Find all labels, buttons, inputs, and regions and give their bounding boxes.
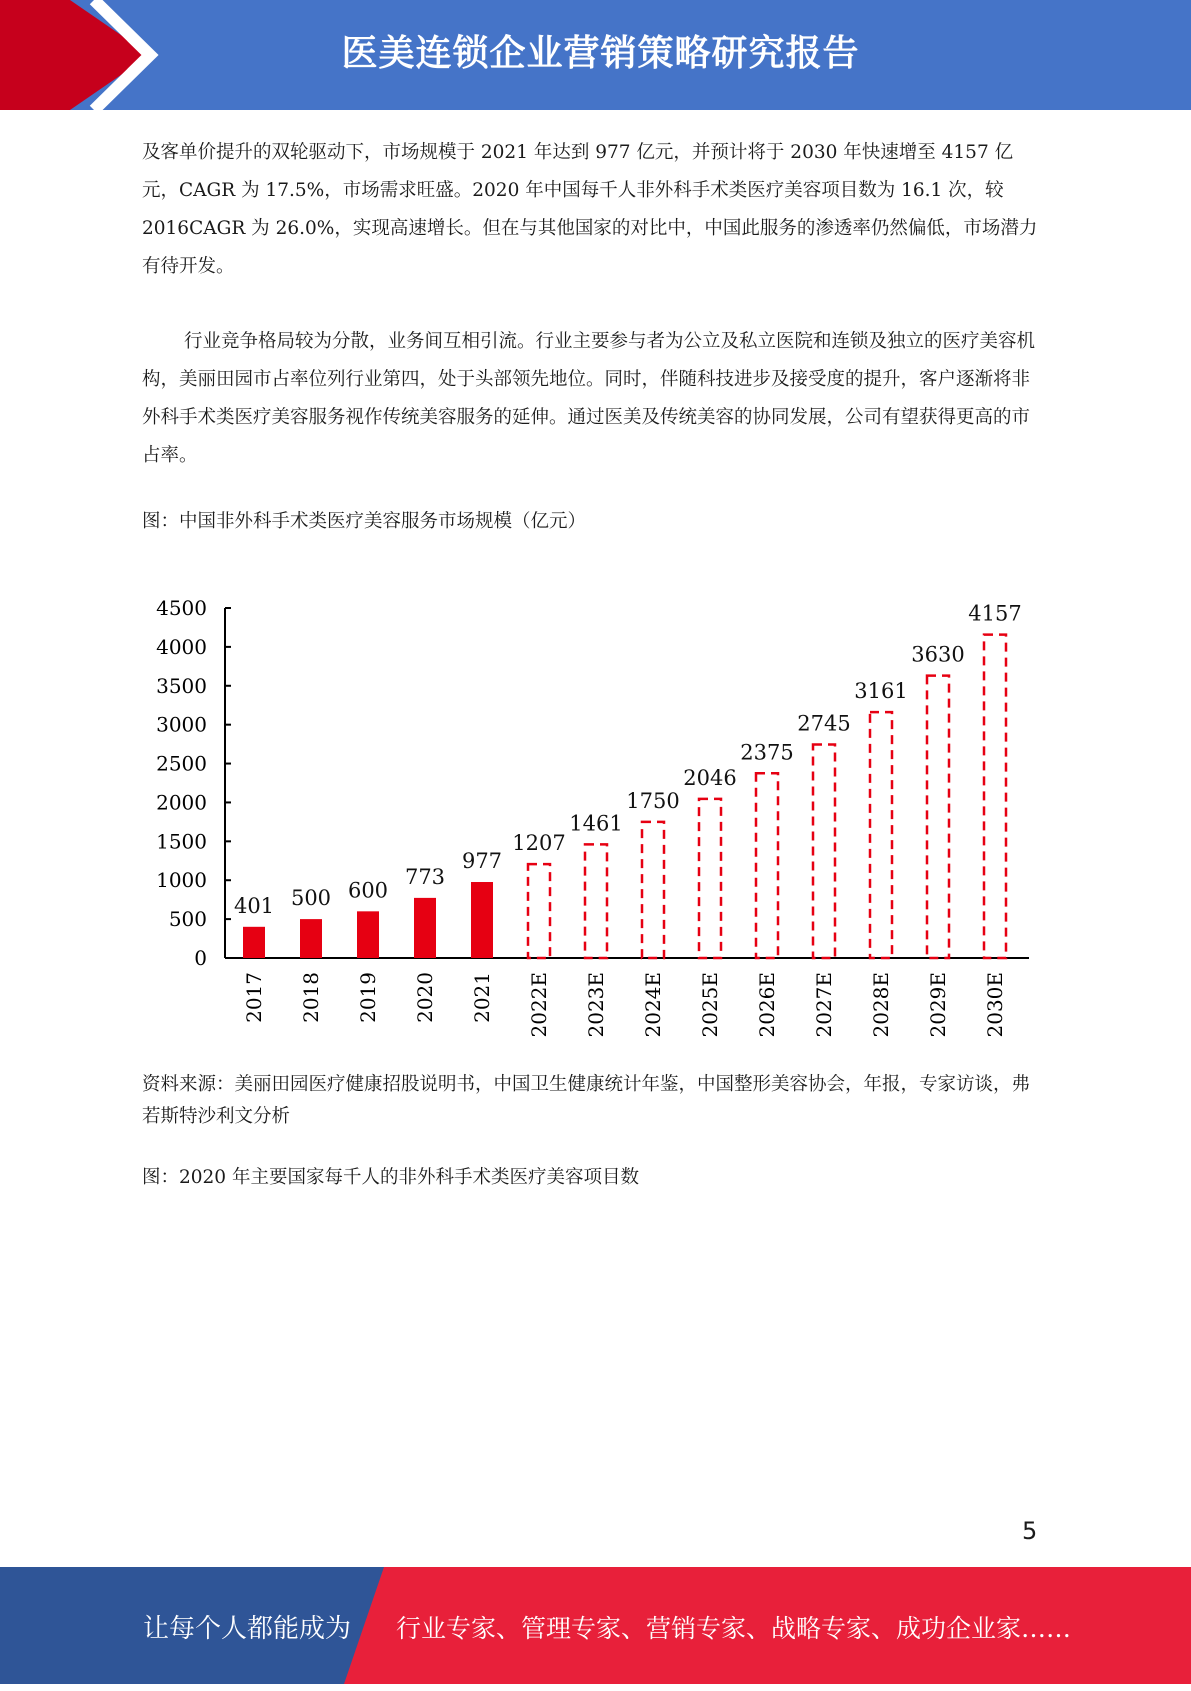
data-label: 2375 (740, 740, 794, 765)
page-title: 医美连锁企业营销策略研究报告 (341, 33, 860, 74)
header-banner (0, 0, 1191, 110)
data-label: 600 (347, 878, 389, 903)
y-tick-label: 3000 (156, 712, 207, 737)
data-label: 500 (290, 886, 332, 911)
data-label: 1207 (512, 831, 566, 856)
x-tick-label: 2025E (698, 972, 722, 1038)
market-size-bar-chart (142, 580, 1042, 1050)
figure-2-caption: 图：2020 年主要国家每千人的非外科手术类医疗美容项目数 (142, 1167, 639, 1188)
y-tick-label: 4000 (156, 634, 207, 659)
x-tick-label: 2030E (983, 972, 1007, 1038)
data-source-note: 资料来源：美丽田园医疗健康招股说明书，中国卫生健康统计年鉴，中国整形美容协会，年报，专家访谈，弗若斯特沙利文分析 (142, 1074, 1031, 1127)
data-label: 401 (233, 893, 275, 918)
x-tick-label: 2023E (584, 972, 608, 1038)
data-label: 2046 (683, 765, 737, 790)
actual-bar (414, 898, 436, 958)
actual-bar (471, 882, 493, 958)
x-tick-label: 2024E (641, 972, 665, 1038)
x-tick-label: 2029E (926, 972, 950, 1038)
data-label: 3161 (854, 679, 908, 704)
forecast-bar (927, 676, 949, 958)
data-label: 4157 (968, 601, 1022, 626)
forecast-bar (984, 635, 1006, 958)
forecast-bar (642, 822, 664, 958)
data-label: 773 (404, 864, 446, 889)
y-tick-label: 1500 (156, 829, 207, 854)
data-label: 2745 (797, 711, 851, 736)
forecast-bar (528, 864, 550, 958)
x-tick-label: 2022E (527, 972, 551, 1038)
x-tick-label: 2019 (356, 972, 380, 1023)
y-tick-label: 0 (194, 946, 207, 970)
y-tick-label: 1000 (156, 868, 207, 893)
body-paragraph-2: 行业竞争格局较为分散，业务间互相引流。行业主要参与者为公立及私立医院和连锁及独立的医疗美容机构，美丽田园市占率位列行业第四，处于头部领先地位。同时，伴随科技进步及接受度的提升，客户逐渐将非外科手术类医疗美容服务视作传统美容服务的延伸。通过医美及传统美容的协同发展，公司有望获得更高的市占率。 (142, 331, 1036, 466)
figure-1-caption: 图：中国非外科手术类医疗美容服务市场规模（亿元） (142, 511, 587, 532)
actual-bar (357, 911, 379, 958)
y-tick-label: 500 (168, 907, 207, 932)
actual-bar (300, 919, 322, 958)
y-tick-label: 3500 (156, 673, 207, 698)
footer-banner (0, 1567, 1191, 1684)
footer-slogan-right: 行业专家、管理专家、营销专家、战略专家、成功企业家…… (396, 1614, 1072, 1643)
data-label: 977 (461, 849, 503, 874)
actual-bar (243, 927, 265, 958)
body-paragraph-1: 及客单价提升的双轮驱动下，市场规模于 2021 年达到 977 亿元，并预计将于 2030 年快速增至 4157 亿元，CAGR 为 17.5%，市场需求旺盛。2020 年中国每千人非外科手术类医疗美容项目数为 16.1 次，较 2016CAGR 为 26.0%，实现高速增长。但在与其他国家的对比中，中国此服务的渗透率仍然偏低，市场潜力有待开发。 (142, 142, 1038, 277)
data-label: 3630 (911, 642, 965, 667)
x-tick-label: 2027E (812, 972, 836, 1038)
page-number: 5 (1022, 1517, 1038, 1545)
y-tick-label: 4500 (156, 596, 207, 620)
forecast-bar (870, 712, 892, 958)
forecast-bar (699, 799, 721, 958)
footer-slogan-left: 让每个人都能成为 (143, 1614, 352, 1644)
data-label: 1750 (626, 788, 680, 813)
x-tick-label: 2017 (242, 972, 266, 1023)
x-tick-label: 2020 (413, 972, 437, 1023)
forecast-bar (585, 844, 607, 958)
forecast-bar (813, 745, 835, 959)
x-tick-label: 2021 (470, 972, 494, 1023)
x-tick-label: 2028E (869, 972, 893, 1038)
data-label: 1461 (569, 811, 623, 836)
forecast-bar (756, 773, 778, 958)
x-tick-label: 2026E (755, 972, 779, 1038)
y-tick-label: 2000 (156, 790, 207, 815)
x-tick-label: 2018 (299, 972, 323, 1023)
y-tick-label: 2500 (156, 751, 207, 776)
